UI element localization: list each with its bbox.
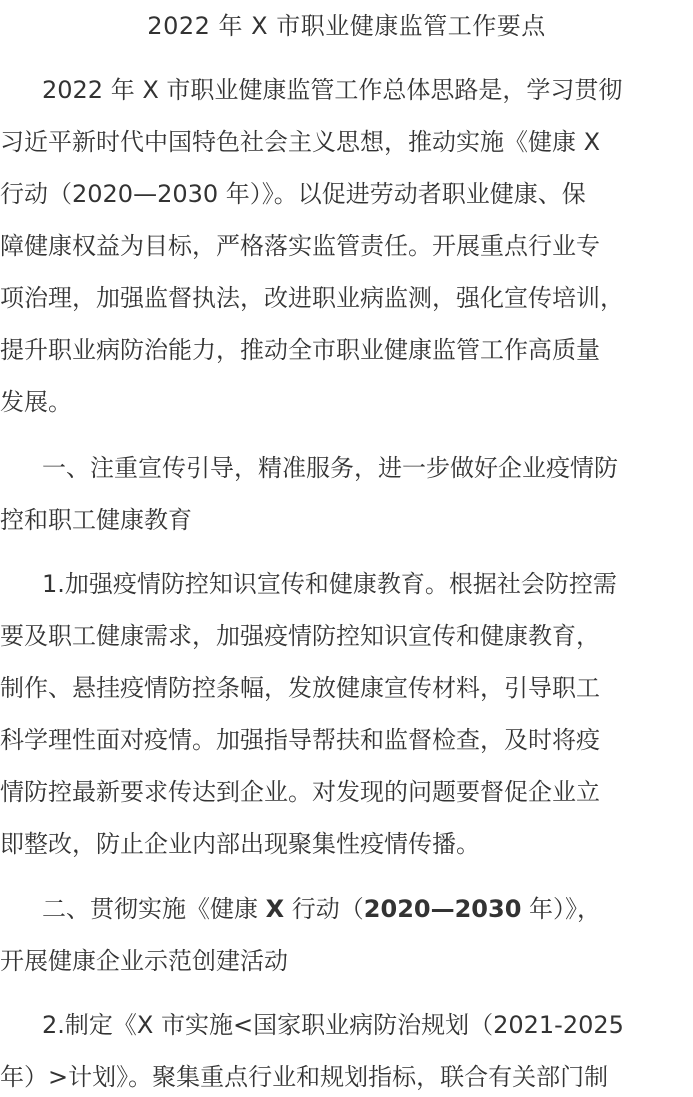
item-line: 即整改，防止企业内部出现聚集性疫情传播。 xyxy=(0,830,480,858)
section-heading-text: 行动（ xyxy=(284,895,364,923)
section-heading xyxy=(42,891,693,927)
item-line: 科学理性面对疫情。加强指导帮扶和监督检查，及时将疫 xyxy=(0,726,600,754)
intro-line: 发展。 xyxy=(0,388,72,416)
intro-line: 提升职业病防治能力，推动全市职业健康监管工作高质量 xyxy=(0,336,600,364)
item-line: 要及职工健康需求，加强疫情防控知识宣传和健康教育， xyxy=(0,622,600,650)
intro-line: 2022 年 X 市职业健康监管工作总体思路是，学习贯彻 xyxy=(42,76,623,104)
intro-line: 习近平新时代中国特色社会主义思想，推动实施《健康 X xyxy=(0,128,601,156)
intro-line: 项治理，加强监督执法，改进职业病监测，强化宣传培训， xyxy=(0,284,624,312)
section-heading: 控和职工健康教育 xyxy=(0,506,192,534)
section-heading-text: 二、贯彻实施《健康 xyxy=(42,895,266,923)
section-heading: 一、注重宣传引导，精准服务，进一步做好企业疫情防 xyxy=(42,454,618,482)
intro-line: 行动（2020—2030 年）》。以促进劳动者职业健康、保 xyxy=(0,180,586,208)
document-title: 2022 年 X 市职业健康监管工作要点 xyxy=(147,12,546,40)
item-line: 情防控最新要求传达到企业。对发现的问题要督促企业立 xyxy=(0,778,600,806)
section-heading-text: 年）》， xyxy=(521,895,602,923)
item-line: 1.加强疫情防控知识宣传和健康教育。根据社会防控需 xyxy=(42,570,617,598)
section-heading-text: 2020—2030 xyxy=(363,895,522,923)
section-heading: 开展健康企业示范创建活动 xyxy=(0,947,288,975)
item-line: 2.制定《X 市实施<国家职业病防治规划（2021-2025 xyxy=(42,1011,624,1039)
item-line: 年）>计划》。聚集重点行业和规划指标，联合有关部门制 xyxy=(0,1063,609,1091)
intro-line: 障健康权益为目标，严格落实监管责任。开展重点行业专 xyxy=(0,232,600,260)
section-heading-text: X xyxy=(265,895,285,923)
item-line: 制作、悬挂疫情防控条幅，发放健康宣传材料，引导职工 xyxy=(0,674,600,702)
